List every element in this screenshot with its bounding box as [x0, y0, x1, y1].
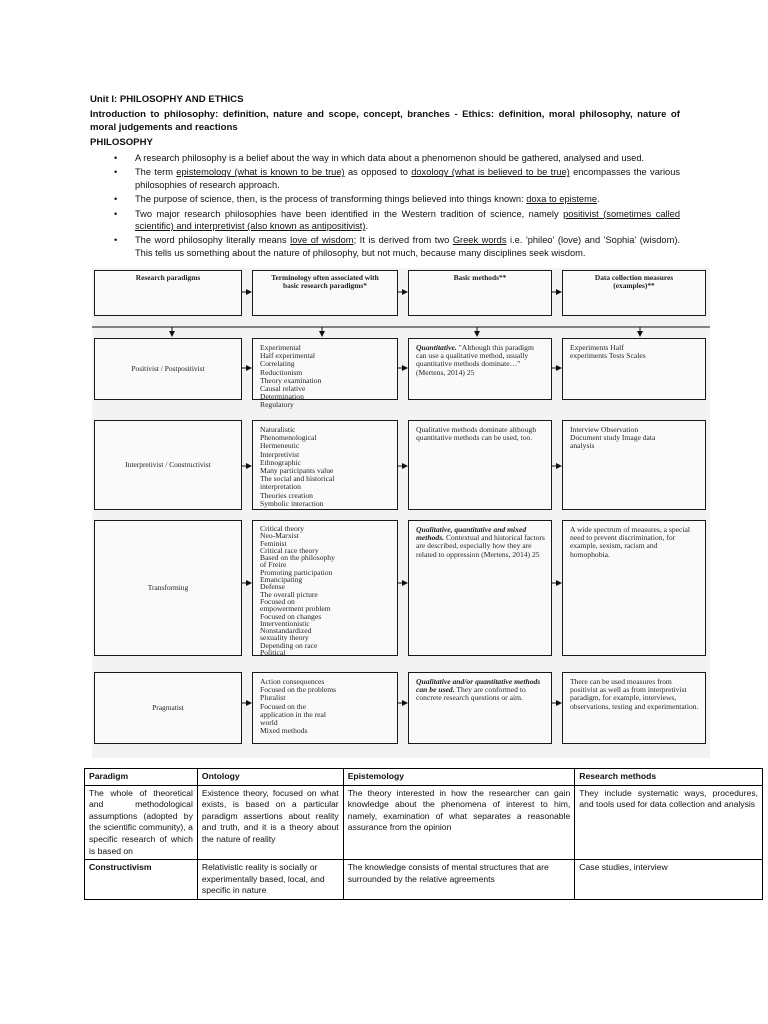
- table-cell: The knowledge consists of mental structures that are surrounded by the relative agreements: [343, 860, 575, 900]
- table-header-paradigm: Paradigm: [85, 769, 198, 786]
- bullet-icon: •: [114, 208, 118, 219]
- terms-interpretivist: Naturalistic Phenomenological Hermeneutic Interpretivist Ethnographic Many participants value The social and historical interpretation Theories creation Symbolic interaction: [252, 420, 398, 510]
- intro-heading: Introduction to philosophy: definition, nature and scope, concept, branches - Ethics: definition, moral philosophy, nature of moral judgements and reactions: [90, 109, 680, 133]
- table-cell: Constructivism: [85, 860, 198, 900]
- measures-positivist: Experiments Half experiments Tests Scales: [562, 338, 706, 400]
- table-header-ontology: Ontology: [197, 769, 343, 786]
- bullet-item: • The word philosophy literally means love of wisdom; It is derived from two Greek words i.e. 'phileo' (love) and 'Sophia' (wisdom). This tells us something about the nature of philosophy, but not much, because many disciplines seek wisdom.: [114, 235, 681, 258]
- paradigm-positivist: Positivist / Postpositivist: [94, 338, 242, 400]
- table-header-epistemology: Epistemology: [343, 769, 575, 786]
- header-terminology: Terminology often associated with basic research paradigms*: [252, 270, 398, 316]
- methods-interpretivist: Qualitative methods dominate although quantitative methods can be used, too.: [408, 420, 552, 510]
- table-row: [85, 785, 763, 860]
- measures-transforming: A wide spectrum of measures, a special need to prevent discrimination, for example, sexism, racism and homophobia.: [562, 520, 706, 656]
- methods-transforming: Qualitative, quantitative and mixed methods. Contextual and historical factors are described, especially how they are related to oppression (Mertens, 2014) 25: [408, 520, 552, 656]
- bullet-icon: •: [114, 153, 118, 163]
- measures-pragmatist: There can be used measures from positivist as well as from interpretivist paradigm, for example, interviews, observations, testing and experimentation.: [562, 672, 706, 744]
- table-header-research-methods: Research methods: [575, 769, 763, 786]
- methods-positivist: Quantitative. "Although this paradigm can use a qualitative method, usually quantitative methods dominate…" (Mertens, 2014) 25: [408, 338, 552, 400]
- table-cell: The theory interested in how the researcher can gain knowledge about the phenomena of interest to him, namely, examination of what separates a reasonable assurance from the opinion: [343, 785, 575, 860]
- bullet-list: [90, 152, 680, 261]
- table-row: [85, 860, 763, 900]
- measures-interpretivist: Interview Observation Document study Image data analysis: [562, 420, 706, 510]
- table-cell: Existence theory, focused on what exists, is based on a particular paradigm assertions about reality and truth, and it is a theory about the nature of reality: [197, 785, 343, 860]
- table-cell: Relativistic reality is socially or experimentally based, local, and specific in nature: [197, 860, 343, 900]
- terms-positivist: Experimental Half experimental Correlating Reductionism Theory examination Causal relative Determination Regulatory: [252, 338, 398, 400]
- paradigm-pragmatist: Pragmatist: [94, 672, 242, 744]
- paradigm-table: [84, 768, 763, 900]
- table-cell: Case studies, interview: [575, 860, 763, 900]
- bullet-item: • The term epistemology (what is known to be true) as opposed to doxology (what is believed to be true) encompasses the various philosophies of research approach.: [114, 167, 681, 190]
- table-cell: The whole of theoretical and methodological assumptions (adopted by the scientific community), a specific research of which is based on: [85, 785, 198, 860]
- paradigm-figure: [92, 268, 710, 758]
- bullet-icon: •: [114, 167, 118, 178]
- table-cell: They include systematic ways, procedures, and tools used for data collection and analysis: [575, 785, 763, 860]
- table-header-row: [85, 769, 763, 786]
- bullet-item: • Two major research philosophies have been identified in the Western tradition of science, namely positivist (sometimes called scientific) and interpretivist (also known as antipositivist).: [114, 208, 680, 232]
- terms-transforming: Critical theory Neo-Marxist Feminist Critical race theory Based on the philosophy of Freire Promoting participation Emancipating Defense The overall picture Focused on empowerment problem Focused on changes Interventionistic Nonstandardized sexuality theory Depending on race Political: [252, 520, 398, 656]
- header-basic-methods: Basic methods**: [408, 270, 552, 316]
- bullet-icon: •: [114, 194, 118, 205]
- section-heading: PHILOSOPHY: [90, 137, 153, 148]
- unit-title: Unit I: PHILOSOPHY AND ETHICS: [90, 94, 244, 105]
- bullet-item: • A research philosophy is a belief about the way in which data about a phenomenon should be gathered, analysed and used.: [114, 153, 645, 163]
- methods-pragmatist: Qualitative and/or quantitative methods can be used. They are conformed to concrete research questions or aim.: [408, 672, 552, 744]
- paradigm-interpretivist: Interpretivist / Constructivist: [94, 420, 242, 510]
- bullet-icon: •: [114, 235, 118, 246]
- bullet-item: • The purpose of science, then, is the process of transforming things believed into things known: doxa to episteme.: [114, 194, 600, 205]
- header-research-paradigms: Research paradigms: [94, 270, 242, 316]
- terms-pragmatist: Action consequences Focused on the problems Pluralist Focused on the application in the real world Mixed methods: [252, 672, 398, 744]
- paradigm-transforming: Transforming: [94, 520, 242, 656]
- header-data-collection: Data collection measures (examples)**: [562, 270, 706, 316]
